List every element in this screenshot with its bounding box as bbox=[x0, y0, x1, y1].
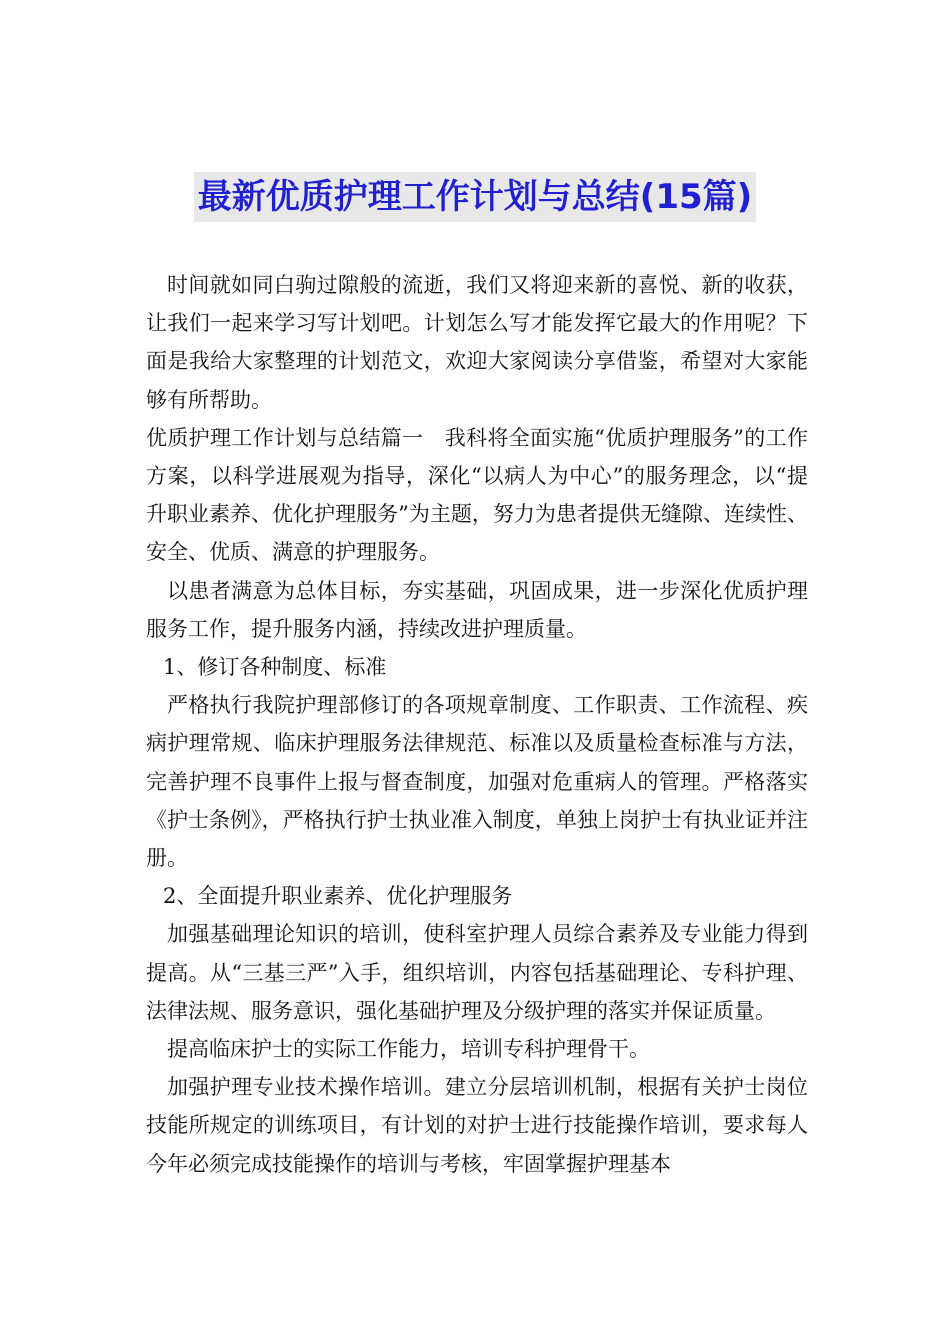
paragraph-skills: 加强护理专业技术操作培训。建立分层培训机制，根据有关护士岗位技能所规定的训练项目，有计划的对护士进行技能操作培训，要求每人今年必须完成技能操作的培训与考核，牢固掌握护理基本 bbox=[146, 1075, 808, 1176]
document-title: 最新优质护理工作计划与总结(15篇) bbox=[194, 172, 756, 222]
paragraph-intro: 时间就如同白驹过隙般的流逝，我们又将迎来新的喜悦、新的收获，让我们一起来学习写计划吧。计划怎么写才能发挥它最大的作用呢？下面是我给大家整理的计划范文，欢迎大家阅读分享借鉴，希望对大家能够有所帮助。 bbox=[146, 273, 808, 412]
title-container bbox=[0, 172, 950, 222]
paragraph-goal: 以患者满意为总体目标，夯实基础，巩固成果，进一步深化优质护理服务工作，提升服务内涵，持续改进护理质量。 bbox=[146, 578, 808, 641]
paragraph-ability: 提高临床护士的实际工作能力，培训专科护理骨干。 bbox=[167, 1037, 650, 1062]
paragraph-training: 加强基础理论知识的培训，使科室护理人员综合素养及专业能力得到提高。从“三基三严”入手，组织培训，内容包括基础理论、专科护理、法律法规、服务意识，强化基础护理及分级护理的落实并保证质量。 bbox=[146, 922, 808, 1023]
paragraph-section-one: 优质护理工作计划与总结篇一 我科将全面实施“优质护理服务”的工作方案，以科学进展观为指导，深化“以病人为中心”的服务理念，以“提升职业素养、优化护理服务”为主题，努力为患者提供无缝隙、连续性、安全、优质、满意的护理服务。 bbox=[146, 425, 808, 565]
heading-item-1: 1、修订各种制度、标准 bbox=[163, 655, 387, 680]
heading-item-2: 2、全面提升职业素养、优化护理服务 bbox=[163, 884, 513, 909]
paragraph-item-1: 严格执行我院护理部修订的各项规章制度、工作职责、工作流程、疾病护理常规、临床护理服务法律规范、标准以及质量检查标准与方法，完善护理不良事件上报与督查制度，加强对危重病人的管理。严格落实《护士条例》，严格执行护士执业准入制度，单独上岗护士有执业证并注册。 bbox=[146, 693, 808, 871]
document-body bbox=[146, 266, 808, 1183]
